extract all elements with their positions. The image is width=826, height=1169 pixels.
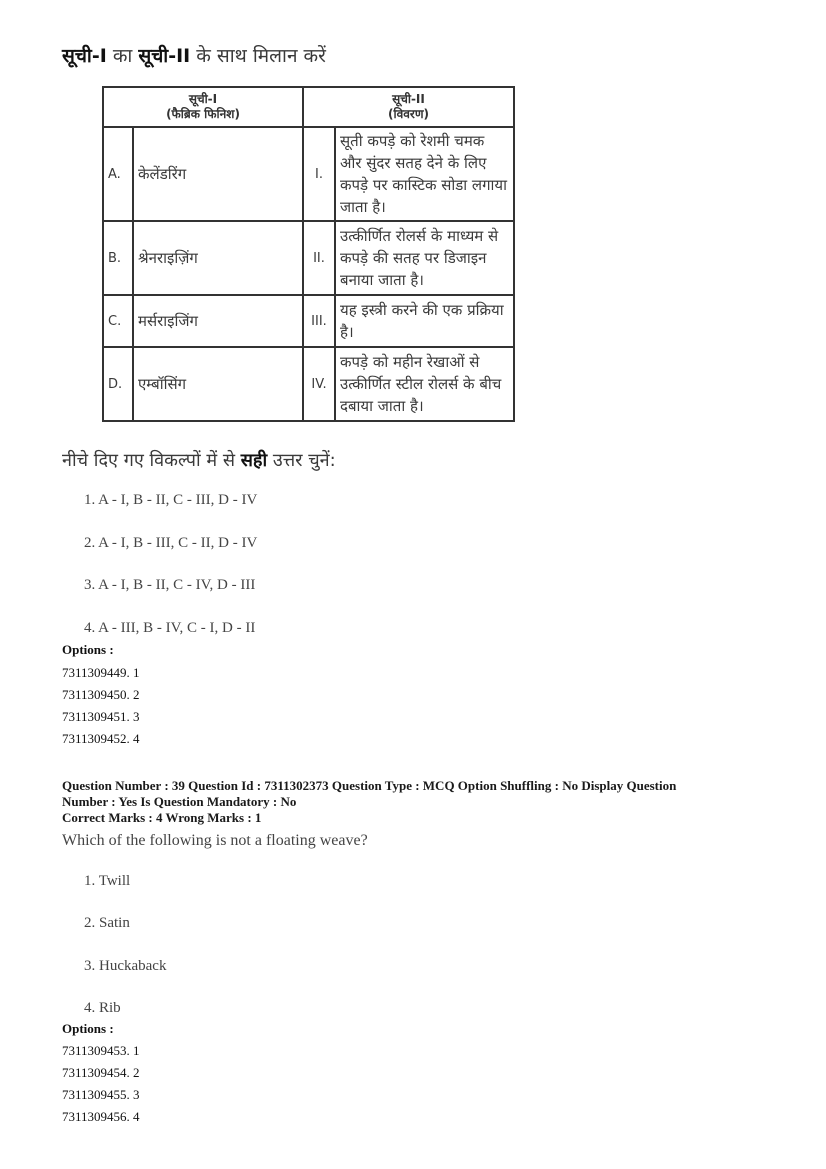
q1-heading [62, 42, 326, 68]
row-label: B. [103, 221, 133, 295]
row-description: कपड़े को महीन रेखाओं से उत्कीर्णित स्टील रोलर्स के बीच दबाया जाता है। [335, 347, 514, 421]
heading-suffix: के साथ मिलान करें [190, 45, 326, 67]
q1-option-id-4: 7311309452. 4 [62, 731, 140, 746]
table-row [103, 295, 514, 347]
row-finish: मर्सराइजिंग [133, 295, 303, 347]
q2-meta-line1: Question Number : 39 Question Id : 7311302373 Question Type : MCQ Option Shuffling : No Display Question [62, 778, 677, 793]
q2-choice-2: 2. Satin [84, 915, 130, 931]
q2-choice-4: 4. Rib [84, 1000, 121, 1016]
q2-meta-line2: Number : Yes Is Question Mandatory : No [62, 794, 297, 809]
heading-connector: का [106, 45, 139, 67]
row-finish: श्रेनराइज़िंग [133, 221, 303, 295]
row-desc-label: II. [303, 221, 335, 295]
table-row [103, 221, 514, 295]
q2-choice-3: 3. Huckaback [84, 958, 167, 974]
row-finish: केलेंडरिंग [133, 127, 303, 221]
row-label: C. [103, 295, 133, 347]
list1-title: सूची-I [62, 45, 107, 67]
q2-options-label: Options : [62, 1021, 114, 1036]
q1-instruction [62, 448, 336, 472]
table-row [103, 347, 514, 421]
col2-title: सूची-II [392, 92, 425, 106]
q2-option-id-3: 7311309455. 3 [62, 1087, 140, 1102]
q2-meta [62, 778, 782, 826]
col2-header [303, 87, 514, 127]
row-desc-label: IV. [303, 347, 335, 421]
q2-option-id-1: 7311309453. 1 [62, 1043, 140, 1058]
col1-subtitle: (फैब्रिक फिनिश) [166, 107, 240, 121]
table-row [103, 127, 514, 221]
instruction-prefix: नीचे दिए गए विकल्पों में से [62, 450, 241, 471]
col1-header [103, 87, 303, 127]
q1-option-id-2: 7311309450. 2 [62, 687, 140, 702]
q2-marks: Correct Marks : 4 Wrong Marks : 1 [62, 810, 262, 825]
q2-option-id-2: 7311309454. 2 [62, 1065, 140, 1080]
q1-choice-3: 3. A - I, B - II, C - IV, D - III [84, 577, 256, 593]
row-label: A. [103, 127, 133, 221]
row-description: सूती कपड़े को रेशमी चमक और सुंदर सतह देने के लिए कपड़े पर कास्टिक सोडा लगाया जाता है। [335, 127, 514, 221]
instruction-suffix: उत्तर चुनें: [267, 450, 336, 471]
q1-choice-2: 2. A - I, B - III, C - II, D - IV [84, 535, 258, 551]
row-finish: एम्बॉसिंग [133, 347, 303, 421]
row-desc-label: III. [303, 295, 335, 347]
row-description: यह इस्त्री करने की एक प्रक्रिया है। [335, 295, 514, 347]
q1-choice-4: 4. A - III, B - IV, C - I, D - II [84, 620, 256, 636]
row-label: D. [103, 347, 133, 421]
col2-subtitle: (विवरण) [387, 107, 429, 121]
q1-choice-1: 1. A - I, B - II, C - III, D - IV [84, 492, 258, 508]
q2-question: Which of the following is not a floating weave? [62, 832, 368, 849]
list2-title: सूची-II [138, 45, 191, 67]
table-header-row [103, 87, 514, 127]
q2-option-id-4: 7311309456. 4 [62, 1109, 140, 1124]
q1-option-id-1: 7311309449. 1 [62, 665, 140, 680]
q2-choice-1: 1. Twill [84, 873, 131, 889]
q1-options-label: Options : [62, 642, 114, 657]
instruction-emphasis: सही [240, 450, 268, 471]
q1-option-id-3: 7311309451. 3 [62, 709, 140, 724]
row-description: उत्कीर्णित रोलर्स के माध्यम से कपड़े की सतह पर डिजाइन बनाया जाता है। [335, 221, 514, 295]
match-table [102, 86, 515, 422]
col1-title: सूची-I [188, 92, 218, 106]
row-desc-label: I. [303, 127, 335, 221]
